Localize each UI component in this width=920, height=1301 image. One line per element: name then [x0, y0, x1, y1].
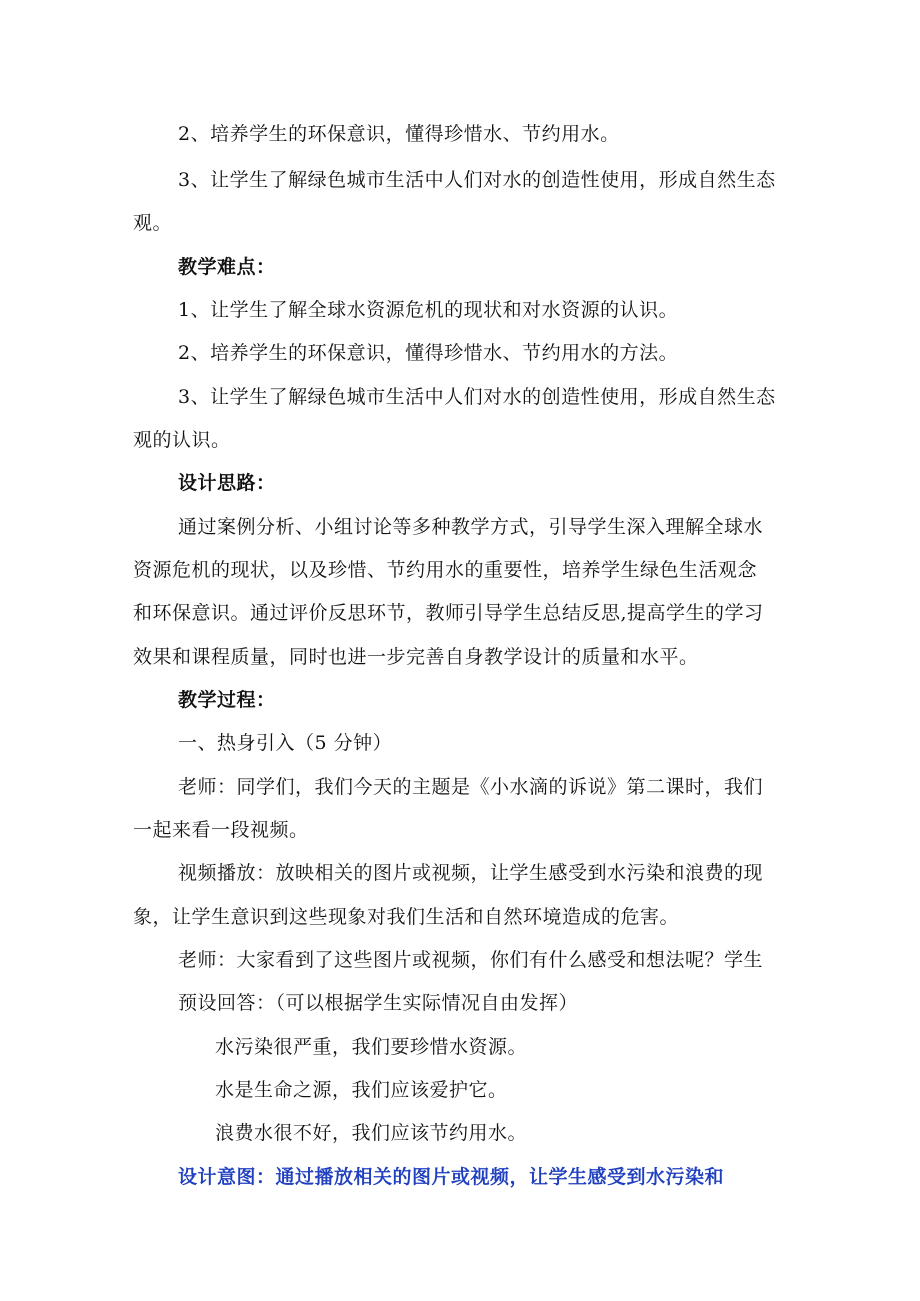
- design-line-4: 效果和课程质量，同时也进一步完善自身教学设计的质量和水平。: [133, 646, 699, 668]
- difficulties-heading: 教学难点：: [178, 256, 276, 278]
- difficulty-item-1: 1、让学生了解全球水资源危机的现状和对水资源的认识。: [178, 299, 679, 321]
- goal-item-3-line2: 观。: [133, 212, 173, 234]
- teacher-question-line-1: 老师：大家看到了这些图片或视频，你们有什么感受和想法呢？学生: [178, 949, 764, 971]
- design-intent: 设计意图：通过播放相关的图片或视频，让学生感受到水污染和: [178, 1166, 725, 1188]
- teacher-question-line-2: 预设回答：（可以根据学生实际情况自由发挥）: [178, 992, 579, 1014]
- process-heading: 教学过程：: [178, 689, 276, 711]
- video-line-1: 视频播放：放映相关的图片或视频，让学生感受到水污染和浪费的现: [178, 862, 764, 884]
- difficulty-item-2: 2、培养学生的环保意识，懂得珍惜水、节约用水的方法。: [178, 342, 679, 364]
- design-heading: 设计思路：: [178, 472, 276, 494]
- design-line-2: 资源危机的现状，以及珍惜、节约用水的重要性，培养学生绿色生活观念: [133, 559, 758, 581]
- video-line-2: 象，让学生意识到这些现象对我们生活和自然环境造成的危害。: [133, 906, 680, 928]
- goal-item-2: 2、培养学生的环保意识，懂得珍惜水、节约用水。: [178, 123, 620, 145]
- student-answer-3: 浪费水很不好，我们应该节约用水。: [215, 1122, 528, 1144]
- student-answer-1: 水污染很严重，我们要珍惜水资源。: [215, 1036, 528, 1058]
- design-line-1: 通过案例分析、小组讨论等多种教学方式，引导学生深入理解全球水: [178, 516, 764, 538]
- design-line-3: 和环保意识。通过评价反思环节，教师引导学生总结反思,提高学生的学习: [133, 602, 764, 624]
- teacher-line-1: 老师：同学们，我们今天的主题是《小水滴的诉说》第二课时，我们: [178, 776, 764, 798]
- goal-item-3-line1: 3、让学生了解绿色城市生活中人们对水的创造性使用，形成自然生态: [178, 169, 776, 191]
- difficulty-item-3-line2: 观的认识。: [133, 429, 231, 451]
- process-section-1: 一、热身引入（5 分钟）: [178, 732, 393, 754]
- difficulty-item-3-line1: 3、让学生了解绿色城市生活中人们对水的创造性使用，形成自然生态: [178, 386, 776, 408]
- student-answer-2: 水是生命之源，我们应该爱护它。: [215, 1079, 508, 1101]
- teacher-line-2: 一起来看一段视频。: [133, 819, 309, 841]
